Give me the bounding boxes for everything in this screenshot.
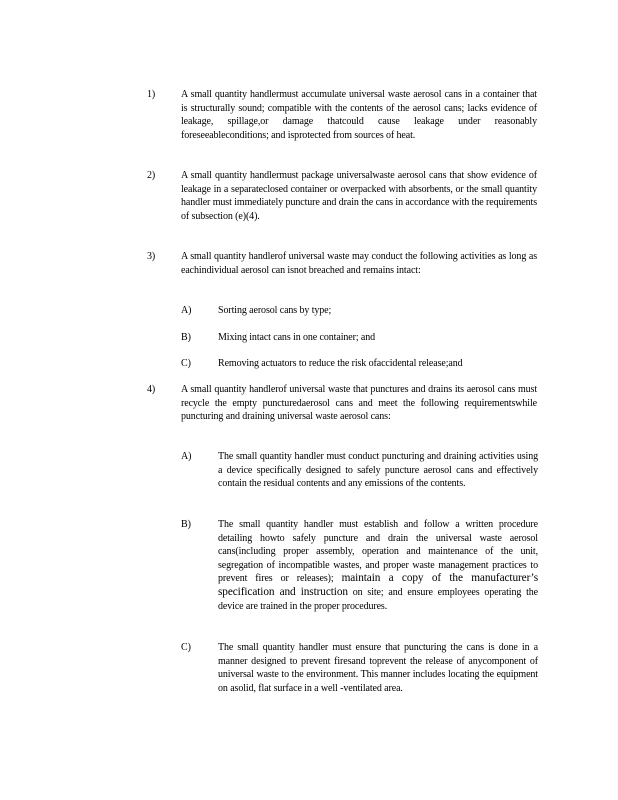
sub-item-text: Removing actuators to reduce the risk ofaccidental release;and [218,358,463,369]
sub-item-text-end: on site; and ensure employees operating the device are trained in the proper procedures. [218,586,538,612]
item-number: 1) [147,89,156,100]
item-text: A small quantity handlerof universal waste may conduct the following activities as long as eachindividual aerosol can isnot breached and remains intact: [181,251,537,276]
sub-item-number: C) [181,358,191,369]
sub-item-text: Sorting aerosol cans by type; [218,305,332,316]
item-text: A small quantity handlerof universal waste that punctures and drains its aerosol cans must recycle the empty puncturedaerosol cans and meet the following requirementswhile puncturing and draining universal waste aerosol cans: [181,384,537,423]
sub-item-text-start: The small quantity handler must establish and follow a written procedure detailing howto safely puncture and drain the universal waste aerosol cans(including proper assembly, operation and maintenance of the unit, segregation of incompatible wastes, and proper waste management practices to prevent fires or releases); [218,519,538,585]
sub-item-text: The small quantity handler must ensure that puncturing the cans is done in a manner designed to prevent firesand toprevent the release of anycomponent of universal waste to the environment. This manner includes locating the equipment on asolid, flat surface in a well -ventilated area. [218,642,538,694]
item-number: 3) [147,251,156,262]
item-number: 4) [147,384,156,395]
sub-item-number: A) [181,451,192,462]
sub-item-text [218,518,538,613]
sub-item-text: Mixing intact cans in one container; and [218,332,376,343]
sub-item-number: C) [181,642,191,653]
sub-item-text: The small quantity handler must conduct puncturing and draining activities using a device specifically designed to safely puncture aerosol cans and effectively contain the residual contents and any emissions of the contents. [218,451,538,490]
sub-item-number: B) [181,332,191,343]
item-text: A small quantity handlermust accumulate universal waste aerosol cans in a container that is structurally sound; compatible with the contents of the aerosol cans; lacks evidence of leakage, spillage,or damage thatcould cause leakage under reasonably foreseeableconditions; and isprotected from sources of heat. [181,89,537,141]
sub-item-text-large: maintain a copy of the manufacturer’s specification and instruction [218,572,538,598]
sub-item-number: A) [181,305,192,316]
item-number: 2) [147,170,156,181]
sub-item-number: B) [181,519,191,530]
item-text: A small quantity handlermust package universalwaste aerosol cans that show evidence of leakage in a separateclosed container or overpacked with absorbents, or the small quantity handler must immediately puncture and drain the cans in accordance with the requirements of subsection (e)(4). [181,170,537,222]
